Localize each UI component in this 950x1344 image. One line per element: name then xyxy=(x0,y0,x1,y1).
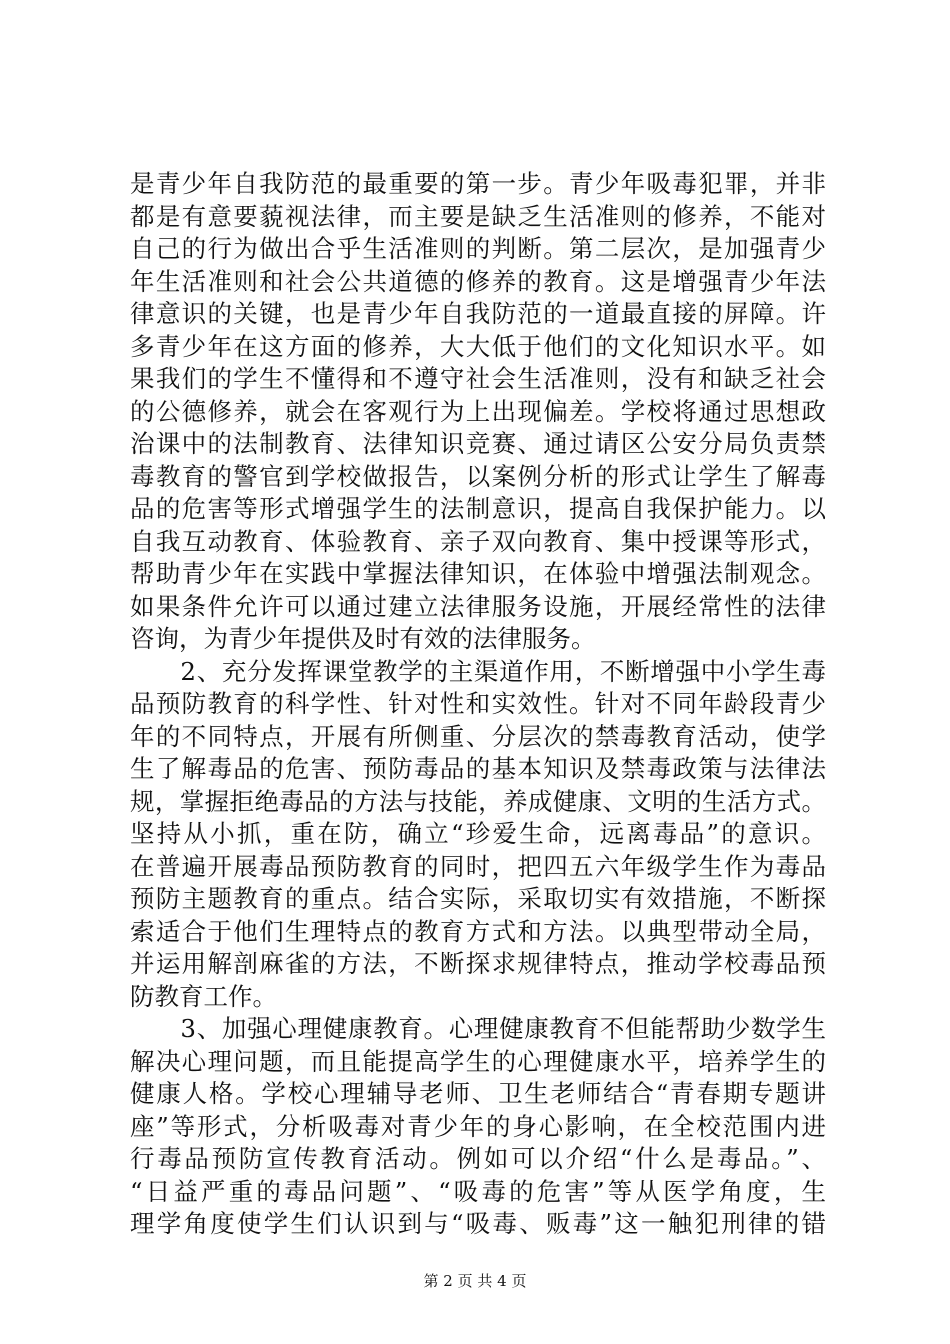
text-line: 预防主题教育的重点。结合实际，采取切实有效措施，不断探 xyxy=(130,884,826,913)
text-line: 坚持从小抓，重在防，确立“珍爱生命，远离毒品”的意识。 xyxy=(130,819,826,848)
text-line: 索适合于他们生理特点的教育方式和方法。以典型带动全局， xyxy=(130,916,826,946)
text-line: 是青少年自我防范的最重要的第一步。青少年吸毒犯罪，并非 xyxy=(130,169,826,198)
text-line: 并运用解剖麻雀的方法，不断探求规律特点，推动学校毒品预 xyxy=(130,949,826,978)
text-line: 在普遍开展毒品预防教育的同时，把四五六年级学生作为毒品 xyxy=(130,851,826,881)
text-line: 果我们的学生不懂得和不遵守社会生活准则，没有和缺乏社会 xyxy=(130,364,826,393)
text-line: 3、加强心理健康教育。心理健康教育不但能帮助少数学生 xyxy=(130,1014,826,1043)
text-line: 2、充分发挥课堂教学的主渠道作用，不断增强中小学生毒 xyxy=(130,656,826,686)
text-line: 座”等形式，分析吸毒对青少年的身心影响，在全校范围内进 xyxy=(130,1111,826,1141)
text-line: 的公德修养，就会在客观行为上出现偏差。学校将通过思想政 xyxy=(130,396,826,426)
text-line: 品预防教育的科学性、针对性和实效性。针对不同年龄段青少 xyxy=(130,689,826,718)
text-line: 行毒品预防宣传教育活动。例如可以介绍“什么是毒品。”、 xyxy=(130,1144,826,1173)
text-line: 规，掌握拒绝毒品的方法与技能，养成健康、文明的生活方式。 xyxy=(130,786,826,816)
text-line: 品的危害等形式增强学生的法制意识，提高自我保护能力。以 xyxy=(130,494,826,523)
text-line: 解决心理问题，而且能提高学生的心理健康水平，培养学生的 xyxy=(130,1046,826,1076)
text-line: 多青少年在这方面的修养，大大低于他们的文化知识水平。如 xyxy=(130,331,826,361)
text-line: 都是有意要藐视法律，而主要是缺乏生活准则的修养，不能对 xyxy=(130,201,826,231)
text-line: “日益严重的毒品问题”、“吸毒的危害”等从医学角度，生 xyxy=(130,1176,826,1206)
page-footer: 第 2 页 共 4 页 xyxy=(423,1272,527,1290)
text-line: 治课中的法制教育、法律知识竞赛、通过请区公安分局负责禁 xyxy=(130,429,826,458)
document-body xyxy=(130,168,826,1241)
text-line: 咨询，为青少年提供及时有效的法律服务。 xyxy=(130,624,596,653)
text-line: 毒教育的警官到学校做报告，以案例分析的形式让学生了解毒 xyxy=(130,461,826,491)
text-line: 自我互动教育、体验教育、亲子双向教育、集中授课等形式， xyxy=(130,526,826,556)
text-line: 如果条件允许可以通过建立法律服务设施，开展经常性的法律 xyxy=(130,591,826,621)
text-line: 生了解毒品的危害、预防毒品的基本知识及禁毒政策与法律法 xyxy=(130,754,826,783)
text-line: 自己的行为做出合乎生活准则的判断。第二层次，是加强青少 xyxy=(130,234,826,263)
text-line: 健康人格。学校心理辅导老师、卫生老师结合“青春期专题讲 xyxy=(130,1079,826,1108)
text-line: 律意识的关键，也是青少年自我防范的一道最直接的屏障。许 xyxy=(130,299,826,328)
text-line: 年生活准则和社会公共道德的修养的教育。这是增强青少年法 xyxy=(130,266,826,296)
text-line: 帮助青少年在实践中掌握法律知识，在体验中增强法制观念。 xyxy=(130,559,826,588)
text-line: 防教育工作。 xyxy=(130,981,277,1011)
text-line: 年的不同特点，开展有所侧重、分层次的禁毒教育活动，使学 xyxy=(130,721,826,751)
text-line: 理学角度使学生们认识到与“吸毒、贩毒”这一触犯刑律的错 xyxy=(130,1209,826,1238)
